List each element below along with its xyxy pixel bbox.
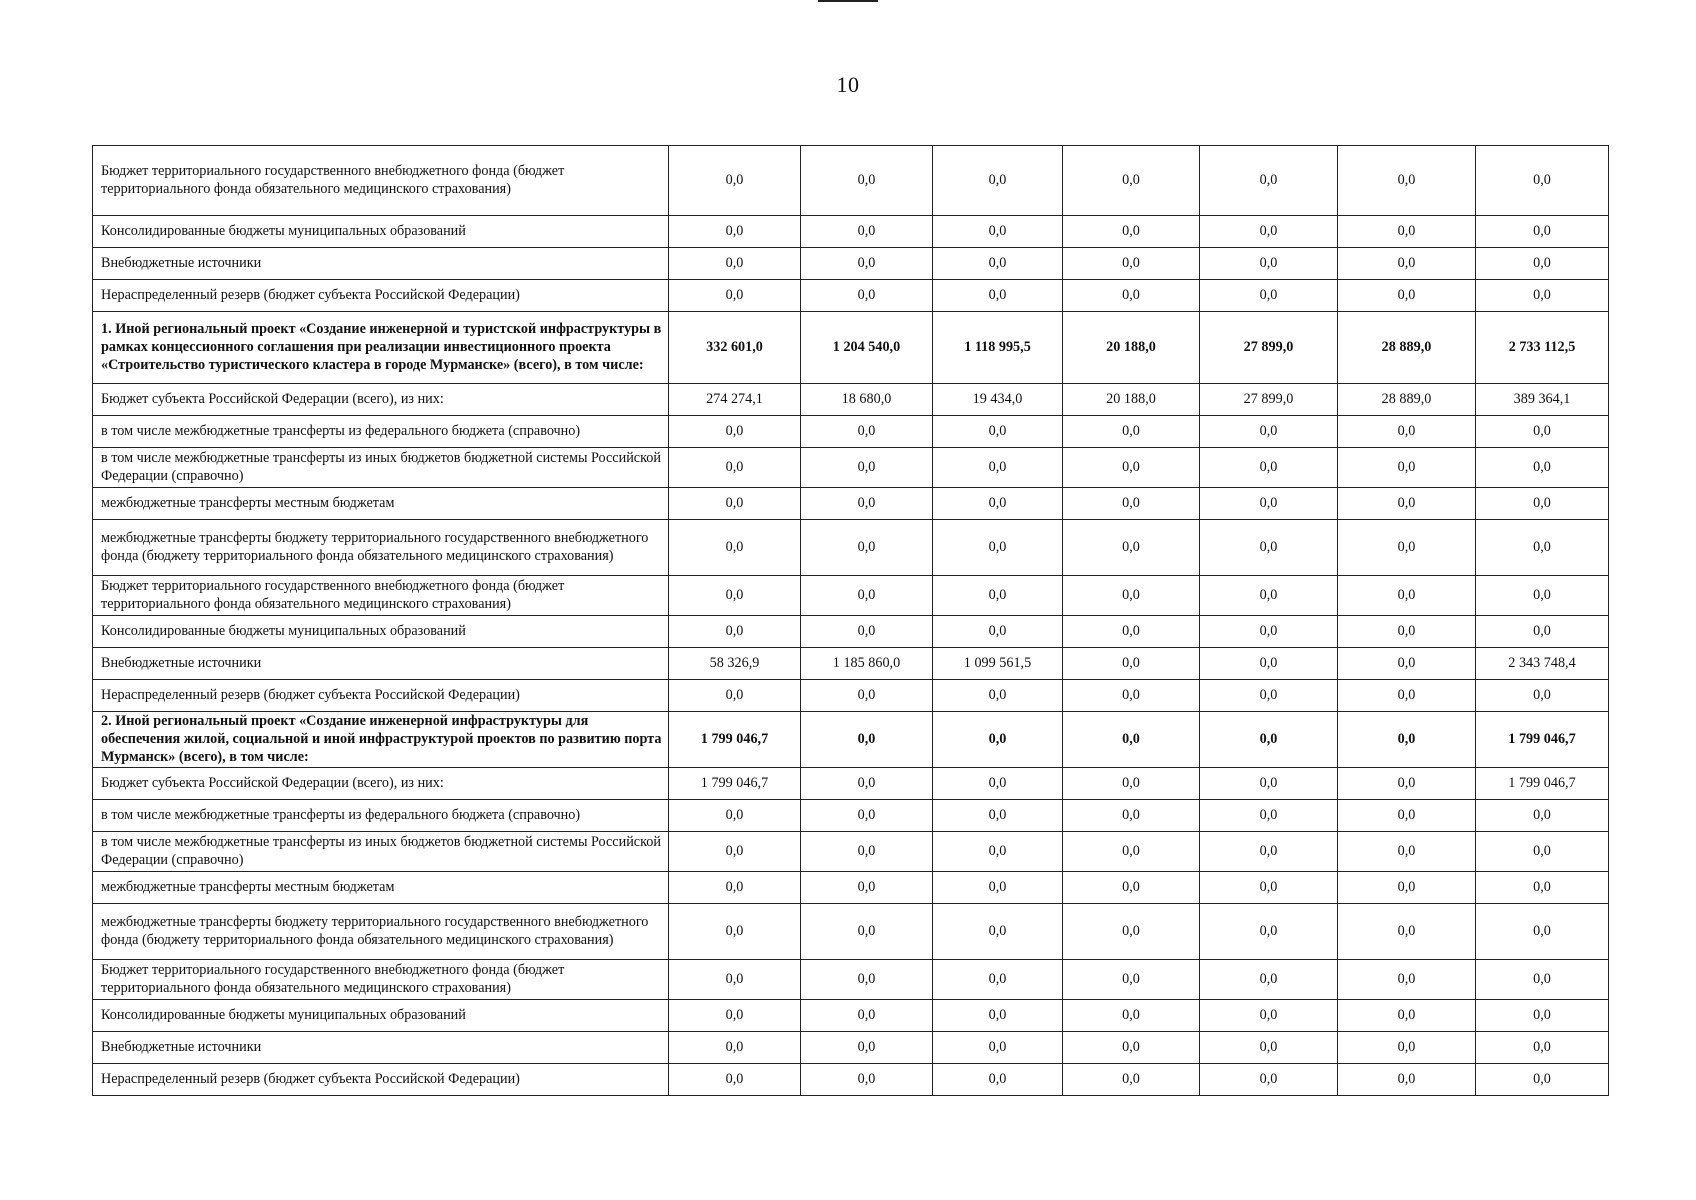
- row-value-col-3: 0,0: [933, 1000, 1063, 1032]
- row-value-col-7: 0,0: [1476, 872, 1609, 904]
- row-value-col-5: 0,0: [1200, 1000, 1338, 1032]
- row-value-col-2: 18 680,0: [801, 384, 933, 416]
- row-value-col-3: 0,0: [933, 680, 1063, 712]
- row-value-col-6: 0,0: [1338, 768, 1476, 800]
- row-value-col-6: 0,0: [1338, 832, 1476, 872]
- row-value-col-2: 0,0: [801, 832, 933, 872]
- row-value-col-3: 0,0: [933, 448, 1063, 488]
- row-value-col-1: 0,0: [669, 960, 801, 1000]
- row-value-col-7: 0,0: [1476, 146, 1609, 216]
- row-value-col-3: 19 434,0: [933, 384, 1063, 416]
- row-value-col-1: 0,0: [669, 146, 801, 216]
- row-value-col-7: 0,0: [1476, 248, 1609, 280]
- row-value-col-4: 0,0: [1063, 960, 1200, 1000]
- row-value-col-3: 0,0: [933, 146, 1063, 216]
- table-row: [93, 384, 1609, 416]
- row-value-col-1: 0,0: [669, 832, 801, 872]
- row-value-col-1: 0,0: [669, 280, 801, 312]
- row-value-col-4: 0,0: [1063, 1000, 1200, 1032]
- row-value-col-4: 0,0: [1063, 146, 1200, 216]
- row-value-col-2: 0,0: [801, 680, 933, 712]
- row-label: Нераспределенный резерв (бюджет субъекта Российской Федерации): [93, 280, 669, 312]
- row-label: в том числе межбюджетные трансферты из федерального бюджета (справочно): [93, 416, 669, 448]
- row-value-col-7: 2 343 748,4: [1476, 648, 1609, 680]
- row-value-col-2: 0,0: [801, 1064, 933, 1096]
- row-label: Внебюджетные источники: [93, 648, 669, 680]
- row-value-col-6: 28 889,0: [1338, 384, 1476, 416]
- row-value-col-2: 0,0: [801, 872, 933, 904]
- row-value-col-7: 0,0: [1476, 616, 1609, 648]
- table-row: [93, 448, 1609, 488]
- budget-table: [92, 145, 1609, 1096]
- table-row: [93, 1000, 1609, 1032]
- table-row-project: [93, 712, 1609, 768]
- row-value-col-3: 0,0: [933, 872, 1063, 904]
- row-value-col-6: 0,0: [1338, 488, 1476, 520]
- row-value-col-7: 1 799 046,7: [1476, 712, 1609, 768]
- row-value-col-1: 0,0: [669, 216, 801, 248]
- row-value-col-2: 0,0: [801, 904, 933, 960]
- table-row: [93, 960, 1609, 1000]
- row-value-col-4: 0,0: [1063, 680, 1200, 712]
- row-label: Внебюджетные источники: [93, 248, 669, 280]
- table-row: [93, 248, 1609, 280]
- row-value-col-3: 0,0: [933, 1064, 1063, 1096]
- row-value-col-1: 0,0: [669, 1000, 801, 1032]
- table-row: [93, 1064, 1609, 1096]
- row-label: в том числе межбюджетные трансферты из иных бюджетов бюджетной системы Российской Федерации (справочно): [93, 832, 669, 872]
- row-value-col-1: 0,0: [669, 248, 801, 280]
- row-value-col-3: 0,0: [933, 832, 1063, 872]
- row-value-col-3: 0,0: [933, 768, 1063, 800]
- row-value-col-5: 0,0: [1200, 1032, 1338, 1064]
- row-value-col-1: 0,0: [669, 680, 801, 712]
- row-value-col-6: 0,0: [1338, 904, 1476, 960]
- row-value-col-5: 0,0: [1200, 1064, 1338, 1096]
- table-row: [93, 800, 1609, 832]
- row-value-col-6: 0,0: [1338, 1000, 1476, 1032]
- row-value-col-2: 0,0: [801, 1000, 933, 1032]
- row-value-col-3: 0,0: [933, 520, 1063, 576]
- row-value-col-4: 0,0: [1063, 280, 1200, 312]
- row-value-col-6: 0,0: [1338, 280, 1476, 312]
- row-value-col-5: 0,0: [1200, 520, 1338, 576]
- table-row-project: [93, 312, 1609, 384]
- row-value-col-7: 0,0: [1476, 1000, 1609, 1032]
- row-value-col-2: 0,0: [801, 576, 933, 616]
- row-label: Внебюджетные источники: [93, 1032, 669, 1064]
- table-row: [93, 872, 1609, 904]
- row-value-col-1: 1 799 046,7: [669, 712, 801, 768]
- row-label: межбюджетные трансферты местным бюджетам: [93, 488, 669, 520]
- row-value-col-7: 0,0: [1476, 1032, 1609, 1064]
- row-value-col-7: 2 733 112,5: [1476, 312, 1609, 384]
- row-value-col-6: 0,0: [1338, 576, 1476, 616]
- table-row: [93, 832, 1609, 872]
- row-value-col-5: 0,0: [1200, 648, 1338, 680]
- row-value-col-5: 0,0: [1200, 768, 1338, 800]
- row-value-col-6: 0,0: [1338, 146, 1476, 216]
- row-label: Бюджет субъекта Российской Федерации (всего), из них:: [93, 384, 669, 416]
- row-value-col-2: 0,0: [801, 416, 933, 448]
- row-value-col-4: 20 188,0: [1063, 312, 1200, 384]
- row-value-col-6: 0,0: [1338, 520, 1476, 576]
- row-value-col-2: 0,0: [801, 1032, 933, 1064]
- row-value-col-1: 0,0: [669, 904, 801, 960]
- row-value-col-7: 0,0: [1476, 832, 1609, 872]
- row-value-col-3: 0,0: [933, 904, 1063, 960]
- row-value-col-7: 0,0: [1476, 576, 1609, 616]
- row-value-col-2: 1 185 860,0: [801, 648, 933, 680]
- table-row: [93, 648, 1609, 680]
- row-value-col-4: 0,0: [1063, 1064, 1200, 1096]
- row-value-col-1: 0,0: [669, 800, 801, 832]
- row-value-col-3: 1 099 561,5: [933, 648, 1063, 680]
- row-value-col-1: 1 799 046,7: [669, 768, 801, 800]
- row-value-col-6: 0,0: [1338, 416, 1476, 448]
- table-row: [93, 904, 1609, 960]
- row-value-col-3: 0,0: [933, 1032, 1063, 1064]
- row-value-col-2: 0,0: [801, 712, 933, 768]
- row-value-col-2: 0,0: [801, 248, 933, 280]
- row-value-col-2: 0,0: [801, 216, 933, 248]
- row-value-col-7: 1 799 046,7: [1476, 768, 1609, 800]
- row-value-col-5: 0,0: [1200, 616, 1338, 648]
- row-value-col-1: 0,0: [669, 1064, 801, 1096]
- row-value-col-3: 0,0: [933, 248, 1063, 280]
- row-value-col-5: 0,0: [1200, 872, 1338, 904]
- row-value-col-1: 0,0: [669, 488, 801, 520]
- row-label: в том числе межбюджетные трансферты из федерального бюджета (справочно): [93, 800, 669, 832]
- table-row: [93, 1032, 1609, 1064]
- row-value-col-5: 0,0: [1200, 712, 1338, 768]
- row-value-col-7: 0,0: [1476, 904, 1609, 960]
- row-value-col-1: 0,0: [669, 1032, 801, 1064]
- row-value-col-1: 0,0: [669, 872, 801, 904]
- row-value-col-3: 0,0: [933, 960, 1063, 1000]
- table-row: [93, 280, 1609, 312]
- row-value-col-3: 0,0: [933, 488, 1063, 520]
- row-value-col-2: 0,0: [801, 488, 933, 520]
- row-value-col-2: 0,0: [801, 960, 933, 1000]
- row-label: Нераспределенный резерв (бюджет субъекта Российской Федерации): [93, 1064, 669, 1096]
- row-value-col-2: 0,0: [801, 448, 933, 488]
- row-label: Консолидированные бюджеты муниципальных образований: [93, 1000, 669, 1032]
- table-row: [93, 680, 1609, 712]
- row-value-col-1: 0,0: [669, 416, 801, 448]
- row-value-col-4: 0,0: [1063, 448, 1200, 488]
- row-value-col-4: 0,0: [1063, 520, 1200, 576]
- row-value-col-5: 0,0: [1200, 488, 1338, 520]
- row-value-col-1: 0,0: [669, 448, 801, 488]
- row-label: межбюджетные трансферты местным бюджетам: [93, 872, 669, 904]
- row-value-col-6: 0,0: [1338, 960, 1476, 1000]
- row-value-col-4: 20 188,0: [1063, 384, 1200, 416]
- row-label: Консолидированные бюджеты муниципальных образований: [93, 216, 669, 248]
- row-value-col-3: 0,0: [933, 616, 1063, 648]
- row-value-col-4: 0,0: [1063, 1032, 1200, 1064]
- table-row: [93, 146, 1609, 216]
- row-value-col-3: 0,0: [933, 800, 1063, 832]
- row-value-col-5: 0,0: [1200, 960, 1338, 1000]
- budget-table-body: [93, 146, 1609, 1096]
- row-value-col-6: 0,0: [1338, 248, 1476, 280]
- row-value-col-5: 27 899,0: [1200, 312, 1338, 384]
- row-value-col-4: 0,0: [1063, 416, 1200, 448]
- row-label: 1. Иной региональный проект «Создание инженерной и туристской инфраструктуры в рамках концессионного соглашения при реализации инвестиционного проекта «Строительство туристического кластера в городе Мурманске» (всего), в том числе:: [93, 312, 669, 384]
- row-value-col-4: 0,0: [1063, 616, 1200, 648]
- table-row: [93, 576, 1609, 616]
- row-value-col-4: 0,0: [1063, 648, 1200, 680]
- row-value-col-6: 28 889,0: [1338, 312, 1476, 384]
- row-value-col-5: 0,0: [1200, 146, 1338, 216]
- row-value-col-5: 0,0: [1200, 280, 1338, 312]
- row-value-col-2: 0,0: [801, 520, 933, 576]
- row-value-col-1: 0,0: [669, 576, 801, 616]
- row-value-col-7: 0,0: [1476, 416, 1609, 448]
- row-value-col-1: 274 274,1: [669, 384, 801, 416]
- row-value-col-5: 0,0: [1200, 832, 1338, 872]
- row-value-col-6: 0,0: [1338, 1032, 1476, 1064]
- row-value-col-4: 0,0: [1063, 712, 1200, 768]
- row-value-col-6: 0,0: [1338, 680, 1476, 712]
- row-value-col-5: 0,0: [1200, 416, 1338, 448]
- row-value-col-5: 0,0: [1200, 680, 1338, 712]
- row-value-col-2: 1 204 540,0: [801, 312, 933, 384]
- row-value-col-4: 0,0: [1063, 768, 1200, 800]
- table-row: [93, 616, 1609, 648]
- table-row: [93, 216, 1609, 248]
- table-row: [93, 520, 1609, 576]
- row-value-col-7: 0,0: [1476, 800, 1609, 832]
- table-row: [93, 488, 1609, 520]
- row-value-col-5: 0,0: [1200, 800, 1338, 832]
- row-value-col-3: 0,0: [933, 280, 1063, 312]
- row-value-col-7: 0,0: [1476, 216, 1609, 248]
- row-label: Бюджет территориального государственного внебюджетного фонда (бюджет территориального фонда обязательного медицинского страхования): [93, 146, 669, 216]
- row-value-col-4: 0,0: [1063, 488, 1200, 520]
- row-value-col-7: 0,0: [1476, 448, 1609, 488]
- row-value-col-2: 0,0: [801, 146, 933, 216]
- row-label: Консолидированные бюджеты муниципальных образований: [93, 616, 669, 648]
- row-value-col-5: 0,0: [1200, 448, 1338, 488]
- row-value-col-3: 1 118 995,5: [933, 312, 1063, 384]
- row-value-col-5: 27 899,0: [1200, 384, 1338, 416]
- row-value-col-2: 0,0: [801, 768, 933, 800]
- row-value-col-7: 0,0: [1476, 520, 1609, 576]
- row-value-col-4: 0,0: [1063, 248, 1200, 280]
- row-value-col-4: 0,0: [1063, 872, 1200, 904]
- row-value-col-6: 0,0: [1338, 616, 1476, 648]
- row-value-col-7: 0,0: [1476, 488, 1609, 520]
- page-number: 10: [836, 72, 860, 97]
- row-value-col-6: 0,0: [1338, 216, 1476, 248]
- row-value-col-6: 0,0: [1338, 712, 1476, 768]
- row-value-col-4: 0,0: [1063, 800, 1200, 832]
- row-value-col-3: 0,0: [933, 416, 1063, 448]
- row-value-col-3: 0,0: [933, 712, 1063, 768]
- row-label: в том числе межбюджетные трансферты из иных бюджетов бюджетной системы Российской Федерации (справочно): [93, 448, 669, 488]
- row-label: Нераспределенный резерв (бюджет субъекта Российской Федерации): [93, 680, 669, 712]
- row-value-col-1: 0,0: [669, 616, 801, 648]
- row-value-col-1: 58 326,9: [669, 648, 801, 680]
- row-value-col-3: 0,0: [933, 216, 1063, 248]
- row-value-col-5: 0,0: [1200, 576, 1338, 616]
- row-value-col-5: 0,0: [1200, 248, 1338, 280]
- row-value-col-2: 0,0: [801, 616, 933, 648]
- table-row: [93, 416, 1609, 448]
- row-value-col-1: 0,0: [669, 520, 801, 576]
- top-scan-mark: [818, 0, 878, 2]
- row-label: межбюджетные трансферты бюджету территориального государственного внебюджетного фонда (бюджету территориального фонда обязательного медицинского страхования): [93, 520, 669, 576]
- row-value-col-4: 0,0: [1063, 832, 1200, 872]
- row-value-col-1: 332 601,0: [669, 312, 801, 384]
- row-value-col-7: 0,0: [1476, 1064, 1609, 1096]
- row-value-col-7: 0,0: [1476, 960, 1609, 1000]
- row-value-col-4: 0,0: [1063, 904, 1200, 960]
- row-value-col-6: 0,0: [1338, 1064, 1476, 1096]
- table-row: [93, 768, 1609, 800]
- row-value-col-4: 0,0: [1063, 216, 1200, 248]
- row-value-col-4: 0,0: [1063, 576, 1200, 616]
- row-value-col-3: 0,0: [933, 576, 1063, 616]
- row-label: 2. Иной региональный проект «Создание инженерной инфраструктуры для обеспечения жилой, социальной и иной инфраструктурой проектов по развитию порта Мурманск» (всего), в том числе:: [93, 712, 669, 768]
- row-label: Бюджет субъекта Российской Федерации (всего), из них:: [93, 768, 669, 800]
- row-value-col-2: 0,0: [801, 800, 933, 832]
- row-value-col-5: 0,0: [1200, 216, 1338, 248]
- row-value-col-2: 0,0: [801, 280, 933, 312]
- row-value-col-7: 389 364,1: [1476, 384, 1609, 416]
- row-value-col-5: 0,0: [1200, 904, 1338, 960]
- row-value-col-7: 0,0: [1476, 280, 1609, 312]
- row-label: межбюджетные трансферты бюджету территориального государственного внебюджетного фонда (бюджету территориального фонда обязательного медицинского страхования): [93, 904, 669, 960]
- row-value-col-6: 0,0: [1338, 872, 1476, 904]
- row-label: Бюджет территориального государственного внебюджетного фонда (бюджет территориального фонда обязательного медицинского страхования): [93, 960, 669, 1000]
- row-label: Бюджет территориального государственного внебюджетного фонда (бюджет территориального фонда обязательного медицинского страхования): [93, 576, 669, 616]
- row-value-col-6: 0,0: [1338, 448, 1476, 488]
- row-value-col-6: 0,0: [1338, 648, 1476, 680]
- row-value-col-7: 0,0: [1476, 680, 1609, 712]
- row-value-col-6: 0,0: [1338, 800, 1476, 832]
